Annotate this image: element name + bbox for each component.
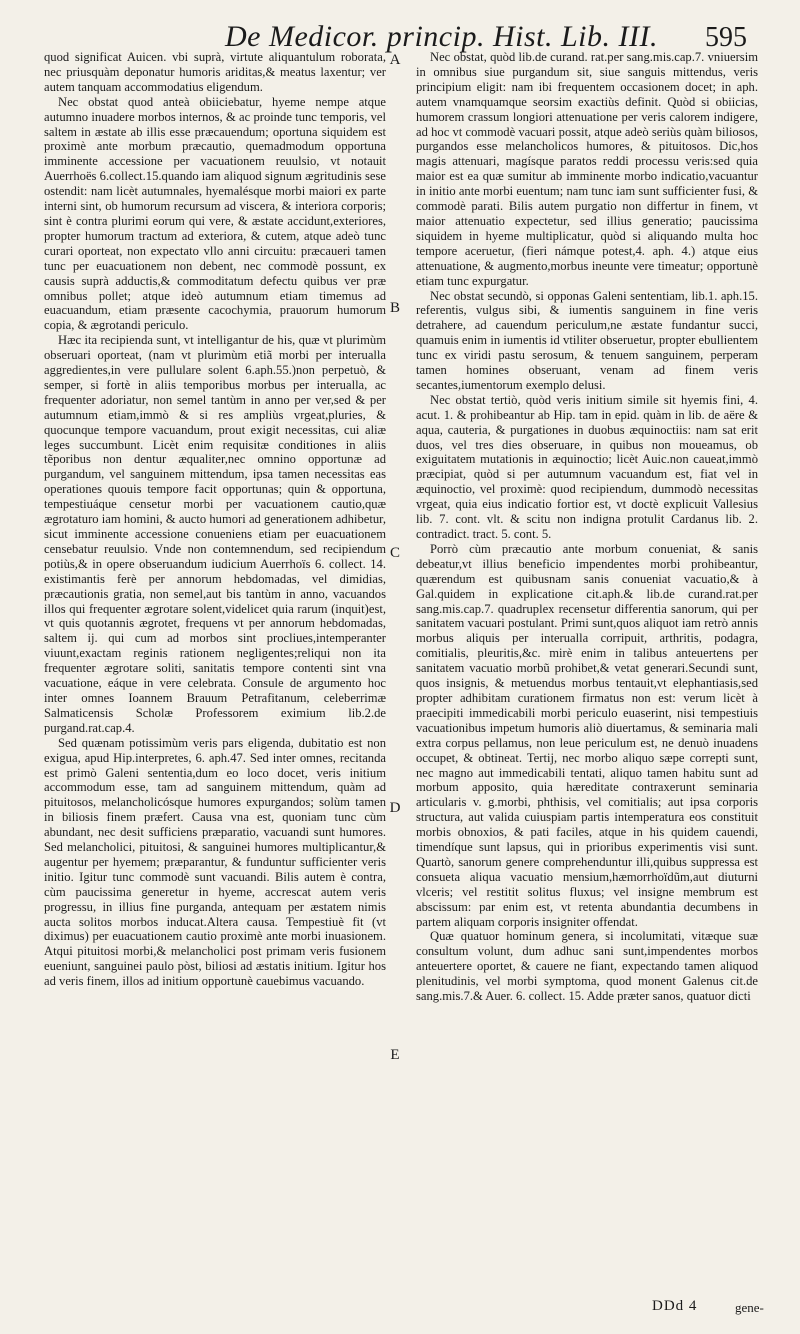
right-column	[416, 50, 758, 1004]
paragraph: Quæ quatuor hominum genera, si incolumitati, vitæque suæ consultum volunt, dum adhuc sani sunt,impendentes morbos anteuertere oportet, & cauere ne fiant, expectando tamen aliquod plenitudinis, vel morbi symptoma, quod monent Galenus cit.de sang.mis.7.& Auer. 6. collect. 15. Adde præter sanos, quatuor dicti	[416, 929, 758, 1004]
paragraph: Nec obstat, quòd lib.de curand. rat.per sang.mis.cap.7. vniuersim in omnibus siue purgandum sit, siue sanguis mittendus, veris principium eligit: nam ibi frequentem occasionem docet; in aph. autem vnamquamque seorsim exactiùs definit. Quòd si obiicias, humorem crassum longiori attenuatione per veris calorem indigere, ad hoc vt commodè vacuari possit, atque adeò seriùs quàm biliosos, purgandos esse melancholicos humores, & pituitosos. Dic,hos magis attenuari, magísque paratos reddi processu veris:sed quia maior est ea quæ sumitur ab imminente morbo indicatio,vacuantur in initio ante morbi euentum; nam tunc iam sunt sufficienter fusi, & commodè parati. Bilis autem purgatio non differtur in finem, vt maior attenuatio expectetur, sed illius generatio; paucissima siquidem in hyeme multiplicatur, quòd si aliquando multa hoc tempore aceruetur, (fieri námque potest,4. aph. 4.) atque eius attenuatione, & augmento,morbus ineunte vere timeatur; opportunè etiam tunc expurgatur.	[416, 50, 758, 288]
paragraph: Porrò cùm præcautio ante morbum conueniat, & sanis debeatur,vt illius beneficio impendentes morbi prohibeantur, quærendum est quibusnam sanis conueniat vacuatio,& à Gal.quidem in explicatione cit.aph.& lib.de curand.rat.per sang.mis.cap.7. quadruplex recensetur differentia sanorum, qui per sanitatem vacuari postulant. Primi sunt,quos aliquot iam retrò annis morbus aliquis per interualla corripuit, arthritis, podagra, comitialis, pleuritis,&c. mirè enim in talibus anteuertens per sanitatem vacuatio morbũ prohibet,& vetat generari.Secundi sunt, quos insignis, & metuendus morbus tentauit,vt elephantiasis,sed propter adhibitam curationem firmatus non est: verum licèt à praecipiti immedicabili morbi periculo euaserint, nisi tempestiuis vacuationibus impetum humoris aliò diuertamus, & seminaria mali extra corpus pellamus, non leue periculum est, ne denuò inuadens occupet, & obtineat. Tertij, nec morbo aliquo sæpe correpti sunt, nec magno aut immedicabili tentati, aliquo tamen habitu sunt ad morbum apposito, quia hæreditate contraxerunt seminaria articularis v. g.morbi, phthisis, vel comitialis; aut ipsa corporis structura, aut valida cuiuspiam partis intemperatura eos constituit morbis obnoxios, & pati faciles, atque in his quidem cauendi, timendíque sunt lapsus, qui in prioribus experimentis visi sunt. Quartò, sanorum genere comprehenduntur illi,quibus suppressa est consueta aliqua vacuatio mensium,hæmorrhoïdũm,aut diuturni vlceris; vel restitit solitus fluxus; vel insigne membrum est abscissum: par enim est, vt retenta abundantia decumbens in partem aliquam corporis insigniter offendat.	[416, 541, 758, 929]
margin-letter-b: B	[389, 300, 400, 316]
paragraph: quod significat Auicen. vbi suprà, virtute aliquantulum roborata, nec priusquàm deponatur humoris ariditas,& meatus laxentur; ver autem tanquam accommodatius eligendum.	[44, 50, 386, 94]
paragraph: Sed quænam potissimùm veris pars eligenda, dubitatio est non exigua, apud Hip.interpretes, 6. aph.47. Sed inter omnes, recitanda est primò Galeni sententia,dum eo loco docet, veris initium accommodum esse, tam ad sanguinem mittendum, quàm ad pituitosos, melancholicósque humores expurgandos; solùm tamen in biliosis finem præfert. Causa vna est, quoniam tunc cùm abundant, nec desit sufficiens præparatio, vacuandi sunt humores. Sed melancholici, pituitosi, & sanguinei humores multiplicantur,& augentur per hyemem; præparantur, & funduntur sufficienter veris initio. Igitur tunc commodè sunt vacuandi. Bilis autem è contra, cùm paucissima generetur in hyeme, accrescat autem veris progressu, in illius fine purganda, antequam per æstatem nimis aucta solitos morbos inducat.Altera causa. Tempestiuè fit (vt diximus) per euacuationem cautio proximè ante morbi inuasionem. Atqui pituitosi morbi,& melancholici post primam veris fusionem eueniunt, sanguinei paulo pòst, biliosi ad æstatis initium. Igitur hos ad veris finem, illos ad initium opportunè cauebimus vacuando.	[44, 735, 386, 989]
paragraph: Nec obstat tertiò, quòd veris initium simile sit hyemis fini, 4. acut. 1. & prohibeantur ab Hip. tam in epid. quàm in lib. de aëre & aqua, cauteria, & purgationes in duobus æquinoctiis: nam sat erit duos, vel tres dies obseruare, in quibus non moueamus, ob exiguitatem mutationis in æquinoctio; licèt Auic.non caueat,immò præcipiat, quòd si per autumnum vacuandum est, fiat vel in æquinoctio, vel proximè: quod recipiendum, dummodò necessitas vrgeat, quia eius indicatio fortior est, vt doctè explicuit Vallesius lib. 7. cont. vlt. & scitu non indigna protulit Cardanus lib. 2. contradict. tract. 5. cont. 5.	[416, 392, 758, 541]
margin-letter-d: D	[389, 800, 401, 816]
margin-letter-a: A	[389, 52, 401, 68]
paragraph: Nec obstat secundò, si opponas Galeni sententiam, lib.1. aph.15. referentis, vulgus sibi, & iumentis sanguinem in fine veris detrahere, ad cauendum periculum,ne æstate fundantur succi, quamuis enim in iumentis id vtiliter obseruetur, propter ebullientem tunc ex viridi pastu serosum, & tenuem sanguinem, perperam tamen homines obseruant, venam ad finem veris secantes,iumentorum exemplo delusi.	[416, 288, 758, 392]
signature-mark: DDd 4	[652, 1298, 698, 1314]
margin-letter-c: C	[389, 545, 400, 561]
paragraph: Hæc ita recipienda sunt, vt intelligantur de his, quæ vt plurimùm obseruari oporteat, (nam vt plurimùm etiã morbi per interualla aggredientes,in vere pullulare solent 6.aph.55.)non perpetuò, & semper, si fortè in aliis temporibus morbus per interualla, ac frequenter adoriatur, non semel tantùm in anno per ver,sed & per autumnum etiam,immò & si res ampliùs vrgeat,pluries, & quocunque tempore vacuandum, prout exigit necessitas, cui aliæ leges succumbunt. Licèt enim requisitæ conditiones in aliis tẽporibus non dentur æqualiter,nec omnino opportunæ ad purgandum, vel sanguinem mittendum, ipsa tamen necessitas eas operationes quouis tempore facit opportunas; quin & opportuna, tempestiuáque censetur morbi per vacuationem cautio,quæ ægrotaturo iam homini, & aucto humori ad generationem adhibetur, sicut imminente accessione conueniens etiam per euacuationem censebatur reuulsio. Vnde non contemnendum, sed recipiendum potiùs,& in opere obseruandum iudicium Auerrhoïs 6. collect. 14. existimantis ferè per annorum hebdomadas, vel dimidias, præcautionis gratia, non semel,aut bis tantùm in anno, vacuandos illos qui frequenter ægrotare solent,videlicet quia rarum (inquit)est, vt quis quotannis ægrotet, frequens vt per annorum hebdomadas, saltem ij. qui cum ad morbos sint procliues,intemperanter viuunt,exactam reginis rationem negligentes;reliqui non ita frequenter ægrotare soliti, sanitatis tempore contenti sint vna vacuatione, eáque in vere celebrata. Consule de argumento hoc inter omnes Ioannem Brauum Petrafitanum, celeberrimæ Salmaticensis Scholæ Professorem eximium lib.2.de purgand.rat.cap.4.	[44, 333, 386, 735]
page-number: 595	[705, 22, 747, 53]
paragraph: Nec obstat quod anteà obiiciebatur, hyeme nempe atque autumno inuadere morbos internos, & ac proinde tunc temporis, vel saltem in æstate ab illis esse præcauendum; oportuna siquidem est proximè ante morbum præcautio, quemadmodum opportuna imminente accessione per vacuationem reuulsio, vt notauit Auerrhoës 6.collect.15.quando iam aliquod signum ægritudinis sese ostendit: nam licèt autumnales, hyemalésque morbi maiori ex parte interni sint, ob humorum recursum ad viscera, & interiora corporis; sint è contra plurimi eorum qui vere, & æstate accidunt,exteriores, propter humorum tractum ad exteriora, & cutem, atque adeò tunc curari oporteat, non expectato vllo anni circuitu: præcaueri tamen tunc per euacuationem non debent, nec commodè possunt, ex causis suprà adductis,& commoditatum defectu quibus ver præ omnibus pollet; atque ideò autumnum etiam timemus ad euacuandum, etiam præsente cacochymia, prauorum humorum copia, & ægrotandi periculo.	[44, 94, 386, 333]
margin-letter-e: E	[390, 1047, 400, 1063]
running-title: De Medicor. princip. Hist. Lib. III.	[225, 20, 658, 53]
catchword: gene-	[735, 1300, 764, 1315]
left-column	[44, 50, 386, 989]
